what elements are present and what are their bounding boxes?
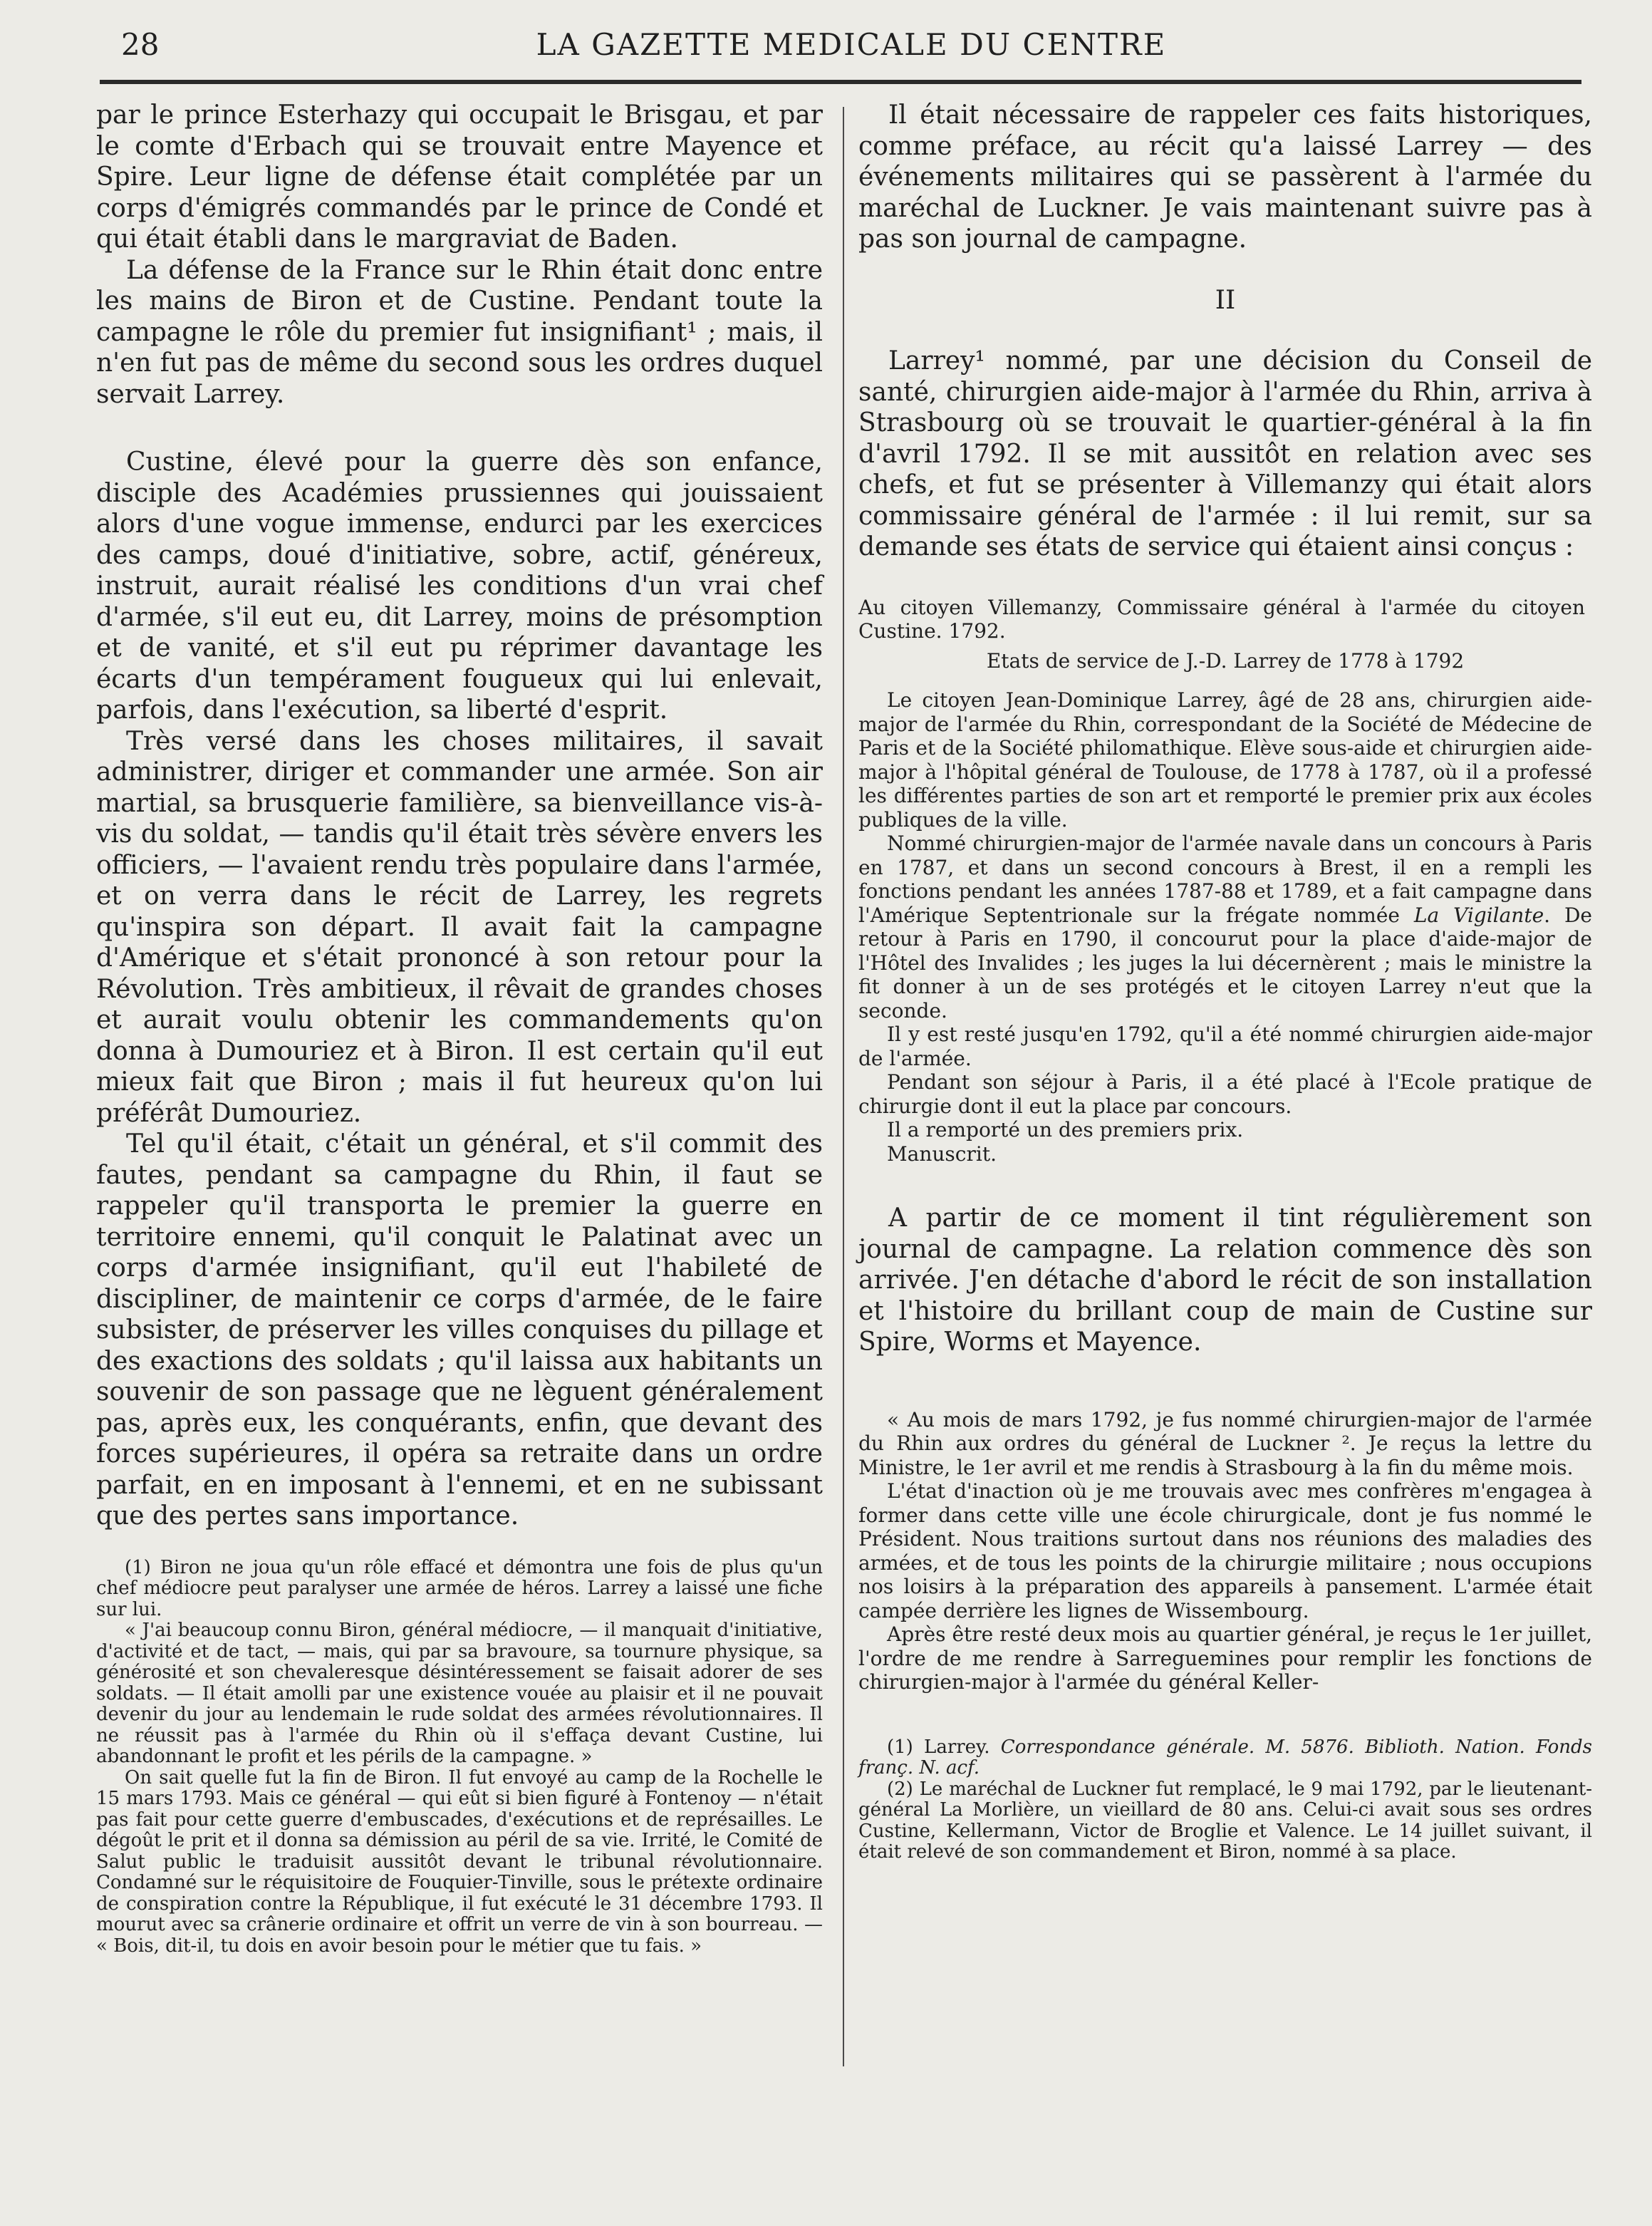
page-header [121,27,1581,68]
right-column [858,100,1592,1863]
footnote: (2) Le maréchal de Luckner fut remplacé, le 9 mai 1792, par le lieutenant-général La Morlière, un vieillard de 80 ans. Celui-ci avait sous ses ordres Custine, Kellermann, Victor de Broglie et Valence. Le 14 juillet suivant, il était relevé de son commandement et Biron, nommé à sa place. [858,1778,1592,1863]
paragraph: par le prince Esterhazy qui occupait le Brisgau, et par le comte d'Erbach qui se trouvait entre Mayence et Spire. Leur ligne de défense était complétée par un corps d'émigrés commandés par le prince de Condé et qui était établi dans le margraviat de Baden. [96,100,823,254]
paragraph: Très versé dans les choses militaires, il savait administrer, diriger et commander une armée. Son air martial, sa brusquerie familière, sa bienveillance vis-à-vis du soldat, — tandis qu'il était très sévère envers les officiers, — l'avaient rendu très populaire dans l'armée, et on verra dans le récit de Larrey, les regrets qu'inspira son départ. Il avait fait la campagne d'Amérique et s'était prononcé à son retour pour la Révolution. Très ambitieux, il rêvait de grandes choses et aurait voulu obtenir les commandements qu'on donna à Dumouriez et à Biron. Il est certain qu'il eut mieux fait que Biron ; mais il fut heureux qu'on lui préférât Dumouriez. [96,726,823,1128]
footnote: On sait quelle fut la fin de Biron. Il fut envoyé au camp de la Rochelle le 15 mars 1793. Mais ce général — qui eût si bien figuré à Fontenoy — n'était pas fait pour cette guerre d'embuscades, d'exécutions et de représailles. Le dégoût le prit et il donna sa démission au péril de sa vie. Irrité, le Comité de Salut public le traduisit aussitôt devant le tribunal révolutionnaire. Condamné sur le réquisitoire de Fouquier-Tinville, sous le prétexte ordinaire de conspiration contre la République, il fut exécuté le 31 décembre 1793. Il mourut avec sa crânerie ordinaire et offrit un verre de vin à son bourreau. — « Bois, dit-il, tu dois en avoir besoin pour le métier que tu fais. » [96,1766,823,1957]
running-title: LA GAZETTE MEDICALE DU CENTRE [536,27,1167,62]
paragraph: Custine, élevé pour la guerre dès son enfance, disciple des Académies prussiennes qui jouissaient alors d'une vogue immense, endurci par les exercices des camps, doué d'initiative, sobre, actif, généreux, instruit, aurait réalisé les conditions d'un vrai chef d'armée, s'il eut eu, dit Larrey, moins de présomption et de vanité, et s'il eut pu réprimer davantage les écarts d'un tempérament fougueux qui lui enlevait, parfois, dans l'exécution, sa liberté d'esprit. [96,447,823,725]
footnote: « J'ai beaucoup connu Biron, général médiocre, — il manquait d'initiative, d'activité et de tact, — mais, qui par sa bravoure, sa tournure physique, sa générosité et son chevaleresque désintéressement se faisait adorer de ses soldats. — Il était amolli par une existence vouée au plaisir et il ne pouvait devenir du jour au lendemain le rude soldat des armées révolutionnaires. Il ne réussit pas à l'armée du Rhin où il s'effaça devant Custine, lui abandonnant le profit et les périls de la campagne. » [96,1620,823,1767]
paragraph: Tel qu'il était, c'était un général, et s'il commit des fautes, pendant sa campagne du Rhin, il faut se rappeler qu'il transporta le premier la guerre en territoire ennemi, qu'il conquit le Palatinat avec un corps d'armée insignifiant, qu'il eut l'habileté de discipliner, de maintenir ce corps d'armée, de le faire subsister, de préserver les villes conquises du pillage et des exactions des soldats ; qu'il laissa aux habitants un souvenir de son passage que ne lèguent généralement pas, après eux, les conquérants, enfin, que devant des forces supérieures, il opéra sa retraite dans un ordre parfait, en en imposant à l'ennemi, et en ne subissant que des pertes sans importance. [96,1129,823,1531]
record-paragraph: Manuscrit. [887,1142,997,1166]
footnotes-left [96,1558,823,1957]
quote-paragraph: « Au mois de mars 1792, je fus nommé chirurgien-major de l'armée du Rhin aux ordres du général de Luckner ². Je reçus la lettre du Ministre, le 1er avril et me rendis à Strasbourg à la fin du même mois. [858,1407,1592,1479]
quote-paragraph: L'état d'inaction où je me trouvais avec mes confrères m'engagea à former dans cette ville une école chirurgicale, dont je fus nommé le Président. Nous traitions surtout dans nos réunions des maladies des armées, et de tous les points de la chirurgie militaire ; nous occupions nos loisirs à la préparation des appareils à pansement. L'armée était campée derrière les lignes de Wissembourg. [858,1479,1592,1622]
page-number: 28 [121,27,160,62]
footnote: (1) Larrey. Correspondance générale. M. 5876. Biblioth. Nation. Fonds franç. N. acf. [858,1736,1593,1779]
column-divider [843,107,844,2066]
section-heading: II [1215,285,1236,315]
record-paragraph: Le citoyen Jean-Dominique Larrey, âgé de 28 ans, chirurgien aide-major de l'armée du Rhin, correspondant de la Société de Médecine de Paris et de la Société philomathique. Elève sous-aide et chirurgien aide-major à l'hôpital général de Toulouse, de 1778 à 1787, où il a professé les différentes parties de son art et remporté le premier prix aux écoles publiques de la ville. [858,688,1592,832]
header-rule [100,80,1581,84]
record-paragraph: Il a remporté un des premiers prix. [887,1118,1244,1142]
paragraph: Il était nécessaire de rappeler ces faits historiques, comme préface, au récit qu'a laissé Larrey — des événements militaires qui se passèrent à l'armée du maréchal de Luckner. Je vais maintenant suivre pas à pas son journal de campagne. [858,100,1592,254]
paragraph: Larrey¹ nommé, par une décision du Conseil de santé, chirurgien aide-major à l'armée du Rhin, arriva à Strasbourg où se trouvait le quartier-général à la fin d'avril 1792. Il se mit aussitôt en relation avec ses chefs, et fut se présenter à Villemanzy qui était alors commissaire général de l'armée : il lui remit, sur sa demande ses états de service qui étaient ainsi conçus : [858,346,1592,561]
record-title: Etats de service de J.-D. Larrey de 1778 à 1792 [986,648,1465,673]
service-record [858,596,1592,1166]
footnote: (1) Biron ne joua qu'un rôle effacé et démontra une fois de plus qu'un chef médiocre peut paralyser une armée de héros. Larrey a laissé une fiche sur lui. [96,1556,823,1620]
ship-name: La Vigilante [1413,903,1544,927]
record-paragraph: Nommé chirurgien-major de l'armée navale dans un concours à Paris en 1787, et dans un second concours à Brest, il en a rempli les fonctions pendant les années 1787-88 et 1789, et a fait campagne dans l'Amérique Septentrionale sur la frégate nommée La Vigilante. De retour à Paris en 1790, il concourut pour la place d'aide-major de l'Hôtel des Invalides ; les juges la lui décernèrent ; mais le ministre la fit donner à un de ses protégés et le citoyen Larrey n'eut que la seconde. [858,832,1592,1023]
record-paragraph: Pendant son séjour à Paris, il a été placé à l'Ecole pratique de chirurgie dont il eut la place par concours. [858,1070,1592,1118]
record-addressee: Au citoyen Villemanzy, Commissaire général à l'armée du citoyen Custine. 1792. [858,595,1585,643]
journal-quote [858,1408,1592,1694]
record-paragraph: Il y est resté jusqu'en 1792, qu'il a été nommé chirurgien aide-major de l'armée. [858,1023,1592,1070]
left-column [96,100,823,1957]
paragraph: La défense de la France sur le Rhin était donc entre les mains de Biron et de Custine. Pendant toute la campagne le rôle du premier fut insignifiant¹ ; mais, il n'en fut pas de même du second sous les ordres duquel servait Larrey. [96,255,823,409]
footnotes-right [858,1737,1592,1863]
quote-paragraph: Après être resté deux mois au quartier général, je reçus le 1er juillet, l'ordre de me rendre à Sarreguemines pour remplir les fonctions de chirurgien-major à l'armée du général Keller- [858,1622,1592,1694]
paragraph: A partir de ce moment il tint régulièrement son journal de campagne. La relation commence dès son arrivée. J'en détache d'abord le récit de son installation et l'histoire du brillant coup de main de Custine sur Spire, Worms et Mayence. [858,1203,1592,1357]
